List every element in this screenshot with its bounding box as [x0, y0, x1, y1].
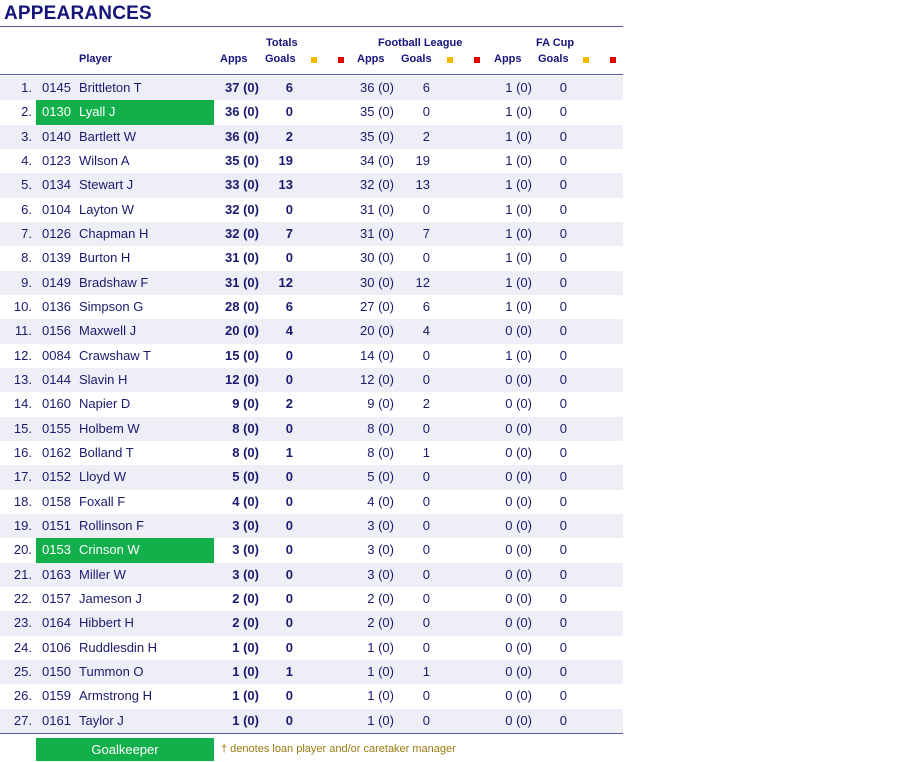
league-goals: 0 — [422, 615, 430, 631]
table-row — [0, 490, 623, 514]
player-name: Layton W — [79, 201, 134, 217]
total-apps: 9 (0) — [232, 396, 259, 412]
cup-apps: 1 (0) — [505, 104, 532, 120]
league-apps: 20 (0) — [360, 323, 394, 339]
league-apps: 5 (0) — [367, 469, 394, 485]
league-apps: 8 (0) — [367, 444, 394, 460]
row-number: 1. — [21, 80, 32, 95]
league-goals: 0 — [422, 201, 430, 217]
total-goals: 0 — [285, 566, 293, 582]
total-apps: 36 (0) — [225, 128, 259, 144]
cup-goals: 0 — [559, 639, 567, 655]
player-name: Napier D — [79, 396, 131, 412]
total-apps: 1 (0) — [232, 712, 259, 728]
cup-apps: 0 (0) — [505, 542, 532, 558]
player-name: Armstrong H — [79, 688, 152, 704]
league-goals: 0 — [422, 371, 430, 387]
total-goals: 0 — [285, 639, 293, 655]
cup-apps: 0 (0) — [505, 639, 532, 655]
red-card-icon — [610, 57, 616, 63]
league-goals: 0 — [422, 469, 430, 485]
goalkeeper-legend: Goalkeeper — [36, 738, 214, 761]
cup-goals: 0 — [559, 298, 567, 314]
league-goals: 1 — [422, 663, 430, 679]
table-row — [0, 611, 623, 635]
player-code: 0084 — [42, 347, 71, 363]
player-name: Ruddlesdin H — [79, 639, 158, 655]
cup-apps: 0 (0) — [505, 615, 532, 631]
player-name: Rollinson F — [79, 517, 145, 533]
league-goals: 7 — [422, 225, 430, 241]
league-apps: 1 (0) — [367, 663, 394, 679]
cup-goals: 0 — [559, 396, 567, 412]
total-goals: 0 — [285, 420, 293, 436]
row-number: 24. — [13, 639, 32, 655]
league-apps: 1 (0) — [367, 639, 394, 655]
row-number: 2. — [21, 104, 32, 120]
total-apps: 1 (0) — [232, 639, 259, 655]
header-fa-cup: FA Cup — [536, 37, 575, 49]
league-goals: 0 — [422, 347, 430, 363]
league-apps: 31 (0) — [360, 201, 394, 217]
total-apps: 32 (0) — [225, 201, 259, 217]
cup-goals: 0 — [559, 80, 567, 95]
cup-apps: 1 (0) — [505, 225, 532, 241]
row-number: 9. — [21, 274, 32, 290]
league-goals: 0 — [422, 250, 430, 266]
header-totals-goals: Goals — [265, 53, 296, 65]
table-row — [0, 125, 623, 149]
total-apps: 3 (0) — [232, 517, 259, 533]
table-row — [0, 538, 623, 562]
cup-apps: 0 (0) — [505, 371, 532, 387]
total-goals: 0 — [285, 493, 293, 509]
total-apps: 32 (0) — [225, 225, 259, 241]
total-goals: 0 — [285, 615, 293, 631]
total-goals: 7 — [285, 225, 293, 241]
player-code: 0156 — [42, 323, 71, 339]
cup-apps: 0 (0) — [505, 323, 532, 339]
cup-goals: 0 — [559, 590, 567, 606]
yellow-card-icon — [583, 57, 589, 63]
row-number: 19. — [13, 517, 32, 533]
total-goals: 6 — [285, 80, 293, 95]
total-apps: 31 (0) — [225, 250, 259, 266]
league-apps: 9 (0) — [367, 396, 394, 412]
total-apps: 2 (0) — [232, 590, 259, 606]
cup-goals: 0 — [559, 152, 567, 168]
total-apps: 3 (0) — [232, 542, 259, 558]
cup-goals: 0 — [559, 517, 567, 533]
league-apps: 2 (0) — [367, 615, 394, 631]
table-row — [0, 100, 623, 124]
cup-apps: 0 (0) — [505, 663, 532, 679]
table-row — [0, 587, 623, 611]
league-apps: 12 (0) — [360, 371, 394, 387]
total-goals: 2 — [285, 128, 293, 144]
table-row — [0, 149, 623, 173]
total-goals: 12 — [278, 274, 293, 290]
cup-goals: 0 — [559, 420, 567, 436]
league-apps: 4 (0) — [367, 493, 394, 509]
cup-goals: 0 — [559, 225, 567, 241]
total-apps: 3 (0) — [232, 566, 259, 582]
table-row — [0, 441, 623, 465]
title-divider — [0, 26, 623, 27]
player-code: 0164 — [42, 615, 71, 631]
player-code: 0155 — [42, 420, 71, 436]
cup-goals: 0 — [559, 444, 567, 460]
league-goals: 12 — [415, 274, 430, 290]
league-apps: 30 (0) — [360, 250, 394, 266]
player-name: Lyall J — [79, 104, 116, 120]
cup-apps: 1 (0) — [505, 152, 532, 168]
table-row — [0, 417, 623, 441]
player-name: Miller W — [79, 566, 126, 582]
cup-apps: 0 (0) — [505, 420, 532, 436]
total-apps: 2 (0) — [232, 615, 259, 631]
row-number: 21. — [13, 566, 32, 582]
row-number: 20. — [13, 542, 32, 558]
player-name: Crinson W — [79, 542, 140, 558]
cup-apps: 1 (0) — [505, 274, 532, 290]
total-apps: 8 (0) — [232, 420, 259, 436]
table-row — [0, 465, 623, 489]
player-name: Burton H — [79, 250, 131, 266]
total-goals: 13 — [278, 177, 293, 193]
appearances-table — [0, 76, 623, 733]
player-name: Holbem W — [79, 420, 140, 436]
league-goals: 0 — [422, 590, 430, 606]
row-number: 18. — [13, 493, 32, 509]
player-code: 0158 — [42, 493, 71, 509]
total-goals: 19 — [278, 152, 293, 168]
header-divider — [0, 74, 623, 75]
total-goals: 0 — [285, 371, 293, 387]
player-code: 0163 — [42, 566, 71, 582]
league-goals: 2 — [422, 128, 430, 144]
cup-apps: 0 (0) — [505, 566, 532, 582]
player-code: 0106 — [42, 639, 71, 655]
player-name: Taylor J — [79, 712, 124, 728]
table-row — [0, 246, 623, 270]
cup-apps: 0 (0) — [505, 688, 532, 704]
row-number: 23. — [13, 615, 32, 631]
league-goals: 6 — [422, 298, 430, 314]
player-name: Crawshaw T — [79, 347, 152, 363]
table-row — [0, 295, 623, 319]
player-name: Lloyd W — [79, 469, 126, 485]
player-name: Bartlett W — [79, 128, 137, 144]
header-league-apps: Apps — [357, 53, 385, 65]
cup-goals: 0 — [559, 128, 567, 144]
league-apps: 35 (0) — [360, 104, 394, 120]
cup-goals: 0 — [559, 542, 567, 558]
cup-goals: 0 — [559, 712, 567, 728]
yellow-card-icon — [311, 57, 317, 63]
total-goals: 0 — [285, 590, 293, 606]
red-card-icon — [474, 57, 480, 63]
total-apps: 31 (0) — [225, 274, 259, 290]
cup-apps: 0 (0) — [505, 712, 532, 728]
row-number: 17. — [13, 469, 32, 485]
cup-apps: 1 (0) — [505, 177, 532, 193]
cup-goals: 0 — [559, 274, 567, 290]
total-apps: 35 (0) — [225, 152, 259, 168]
row-number: 26. — [13, 688, 32, 704]
table-row — [0, 319, 623, 343]
player-code: 0145 — [42, 80, 71, 95]
league-goals: 4 — [422, 323, 430, 339]
player-code: 0150 — [42, 663, 71, 679]
table-bottom-divider — [0, 733, 623, 734]
league-apps: 3 (0) — [367, 517, 394, 533]
player-name: Hibbert H — [79, 615, 134, 631]
league-goals: 0 — [422, 493, 430, 509]
header-totals-apps: Apps — [220, 53, 248, 65]
table-row — [0, 368, 623, 392]
player-code: 0161 — [42, 712, 71, 728]
row-number: 7. — [21, 225, 32, 241]
player-name: Stewart J — [79, 177, 134, 193]
league-goals: 13 — [415, 177, 430, 193]
total-goals: 0 — [285, 347, 293, 363]
cup-goals: 0 — [559, 347, 567, 363]
league-apps: 14 (0) — [360, 347, 394, 363]
player-name: Simpson G — [79, 298, 144, 314]
total-apps: 1 (0) — [232, 663, 259, 679]
row-number: 6. — [21, 201, 32, 217]
total-apps: 36 (0) — [225, 104, 259, 120]
total-apps: 4 (0) — [232, 493, 259, 509]
table-row — [0, 222, 623, 246]
row-number: 15. — [13, 420, 32, 436]
league-goals: 0 — [422, 420, 430, 436]
total-apps: 33 (0) — [225, 177, 259, 193]
league-goals: 0 — [422, 712, 430, 728]
row-number: 14. — [13, 396, 32, 412]
player-name: Chapman H — [79, 225, 149, 241]
player-code: 0159 — [42, 688, 71, 704]
table-row — [0, 344, 623, 368]
header-football-league: Football League — [378, 37, 463, 49]
cup-goals: 0 — [559, 250, 567, 266]
player-code: 0162 — [42, 444, 71, 460]
row-number: 11. — [14, 323, 32, 339]
player-code: 0144 — [42, 371, 71, 387]
table-row — [0, 636, 623, 660]
league-apps: 3 (0) — [367, 566, 394, 582]
row-number: 8. — [21, 250, 32, 266]
league-apps: 27 (0) — [360, 298, 394, 314]
player-code: 0130 — [42, 104, 71, 120]
league-goals: 0 — [422, 639, 430, 655]
loan-player-note: † denotes loan player and/or caretaker manager — [221, 743, 456, 755]
cup-goals: 0 — [559, 469, 567, 485]
player-code: 0123 — [42, 152, 71, 168]
header-player: Player — [79, 53, 113, 65]
table-row — [0, 271, 623, 295]
player-code: 0104 — [42, 201, 71, 217]
row-number: 3. — [21, 128, 32, 144]
cup-apps: 0 (0) — [505, 493, 532, 509]
table-row — [0, 198, 623, 222]
table-row — [0, 684, 623, 708]
league-apps: 36 (0) — [360, 80, 394, 95]
row-number: 27. — [13, 712, 32, 728]
player-code: 0134 — [42, 177, 71, 193]
player-name: Jameson J — [79, 590, 142, 606]
league-goals: 2 — [422, 396, 430, 412]
player-code: 0160 — [42, 396, 71, 412]
row-number: 25. — [13, 663, 32, 679]
league-apps: 2 (0) — [367, 590, 394, 606]
header-league-goals: Goals — [401, 53, 432, 65]
yellow-card-icon — [447, 57, 453, 63]
row-number: 22. — [13, 590, 32, 606]
total-apps: 20 (0) — [225, 323, 259, 339]
player-name: Foxall F — [79, 493, 126, 509]
player-name: Bolland T — [79, 444, 134, 460]
cup-apps: 0 (0) — [505, 444, 532, 460]
player-name: Brittleton T — [79, 80, 142, 95]
league-goals: 0 — [422, 566, 430, 582]
total-goals: 0 — [285, 542, 293, 558]
cup-apps: 1 (0) — [505, 250, 532, 266]
league-apps: 8 (0) — [367, 420, 394, 436]
cup-apps: 0 (0) — [505, 590, 532, 606]
cup-goals: 0 — [559, 566, 567, 582]
player-code: 0140 — [42, 128, 71, 144]
table-row — [0, 173, 623, 197]
total-goals: 6 — [285, 298, 293, 314]
row-number: 5. — [21, 177, 32, 193]
cup-apps: 1 (0) — [505, 298, 532, 314]
table-row — [0, 392, 623, 416]
league-goals: 1 — [422, 444, 430, 460]
league-apps: 30 (0) — [360, 274, 394, 290]
total-goals: 0 — [285, 712, 293, 728]
player-code: 0157 — [42, 590, 71, 606]
league-apps: 3 (0) — [367, 542, 394, 558]
league-goals: 19 — [415, 152, 430, 168]
total-apps: 1 (0) — [232, 688, 259, 704]
player-code: 0139 — [42, 250, 71, 266]
player-code: 0151 — [42, 517, 71, 533]
player-code: 0152 — [42, 469, 71, 485]
league-apps: 32 (0) — [360, 177, 394, 193]
total-goals: 0 — [285, 201, 293, 217]
table-row — [0, 514, 623, 538]
league-goals: 6 — [422, 80, 430, 95]
table-row — [0, 660, 623, 684]
total-goals: 1 — [285, 444, 293, 460]
cup-goals: 0 — [559, 371, 567, 387]
total-apps: 8 (0) — [232, 444, 259, 460]
cup-apps: 1 (0) — [505, 347, 532, 363]
table-row — [0, 76, 623, 100]
player-name: Bradshaw F — [79, 274, 149, 290]
total-goals: 0 — [285, 469, 293, 485]
cup-goals: 0 — [559, 663, 567, 679]
cup-apps: 0 (0) — [505, 517, 532, 533]
player-name: Tummon O — [79, 663, 144, 679]
player-code: 0149 — [42, 274, 71, 290]
league-apps: 34 (0) — [360, 152, 394, 168]
total-apps: 5 (0) — [232, 469, 259, 485]
league-apps: 1 (0) — [367, 688, 394, 704]
player-code: 0126 — [42, 225, 71, 241]
player-name: Maxwell J — [79, 323, 137, 339]
cup-apps: 1 (0) — [505, 128, 532, 144]
table-row — [0, 563, 623, 587]
header-cup-goals: Goals — [538, 53, 569, 65]
total-goals: 0 — [285, 688, 293, 704]
total-goals: 2 — [285, 396, 293, 412]
row-number: 16. — [13, 444, 32, 460]
total-apps: 28 (0) — [225, 298, 259, 314]
total-apps: 37 (0) — [225, 80, 259, 95]
player-name: Slavin H — [79, 371, 128, 387]
cup-apps: 0 (0) — [505, 396, 532, 412]
player-code: 0153 — [42, 542, 71, 558]
league-apps: 35 (0) — [360, 128, 394, 144]
cup-goals: 0 — [559, 201, 567, 217]
row-number: 13. — [13, 371, 32, 387]
row-number: 10. — [13, 298, 32, 314]
league-goals: 0 — [422, 104, 430, 120]
cup-goals: 0 — [559, 104, 567, 120]
league-apps: 31 (0) — [360, 225, 394, 241]
cup-apps: 0 (0) — [505, 469, 532, 485]
header-cup-apps: Apps — [494, 53, 522, 65]
league-goals: 0 — [422, 688, 430, 704]
cup-goals: 0 — [559, 323, 567, 339]
red-card-icon — [338, 57, 344, 63]
total-apps: 15 (0) — [225, 347, 259, 363]
league-apps: 1 (0) — [367, 712, 394, 728]
table-row — [0, 709, 623, 733]
row-number: 12. — [13, 347, 32, 363]
total-goals: 0 — [285, 250, 293, 266]
league-goals: 0 — [422, 542, 430, 558]
cup-goals: 0 — [559, 493, 567, 509]
total-goals: 0 — [285, 104, 293, 120]
row-number: 4. — [21, 152, 32, 168]
page-title: APPEARANCES — [4, 3, 152, 24]
total-goals: 1 — [285, 663, 293, 679]
player-code: 0136 — [42, 298, 71, 314]
cup-goals: 0 — [559, 615, 567, 631]
header-totals: Totals — [266, 37, 298, 49]
total-apps: 12 (0) — [225, 371, 259, 387]
league-goals: 0 — [422, 517, 430, 533]
cup-goals: 0 — [559, 688, 567, 704]
cup-goals: 0 — [559, 177, 567, 193]
player-name: Wilson A — [79, 152, 130, 168]
cup-apps: 1 (0) — [505, 80, 532, 95]
total-goals: 4 — [285, 323, 293, 339]
total-goals: 0 — [285, 517, 293, 533]
cup-apps: 1 (0) — [505, 201, 532, 217]
